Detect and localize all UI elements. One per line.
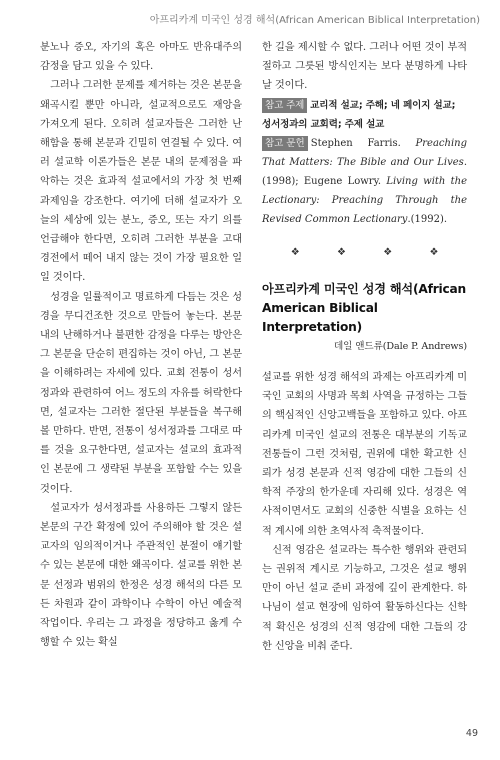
related-topics-tag: 참고 주제 — [262, 98, 307, 113]
references — [262, 134, 467, 229]
reference-title: Preaching That Matters: The Bible and Our Lives — [262, 137, 467, 168]
paragraph: 분노나 증오, 자기의 혹은 아마도 반유대주의 감정을 담고 있을 수 있다. — [40, 42, 242, 73]
reference-author: Stephen Farris. — [310, 137, 401, 149]
diamond-icon: ❖ — [290, 246, 300, 258]
running-title: 아프리카계 미국인 성경 해석(African American Biblical Interpretation) — [149, 15, 480, 26]
paragraph: 신적 영감은 설교라는 특수한 행위와 관련되는 권위적 계시로 기능하고, 그것은 설교 행위만이 아닌 설교 준비 과정에 깊이 관계한다. 하나님이 설교 현장에 임하여 활동하신다는 신학적 확신은 성경의 신적 영감에 대한 그들의 강한 신앙을 비춰 준다. — [262, 544, 467, 652]
reference-year: .(1992). — [407, 213, 448, 225]
paragraph: 설교를 위한 성경 해석의 과제는 아프리카계 미국인 교회의 사명과 목회 사역을 규정하는 그들의 핵심적인 신앙고백들을 포함하고 있다. 아프리카계 미국인 설교의 전통은 대부분의 기독교 전통들이 그런 것처럼, 권위에 대한 확고한 신뢰가 성경 본문과 신적 영감에 대한 그들의 신학적 주장의 한가운데 자리해 있다. 성경은 역사적이면서도 교회의 신중한 식별을 요하는 신적 계시에 의한 초역사적 축적물이다. — [262, 372, 467, 537]
related-topics-text: 교리적 설교; 주해; 네 페이지 설교; 성서정과의 교회력; 주제 설교 — [262, 99, 456, 130]
section-divider — [272, 243, 457, 262]
paragraph: 그러나 그러한 문제를 제거하는 것은 본문을 왜곡시킬 뿐만 아니라, 설교적으로도 재앙을 가져오게 된다. 오히려 설교자들은 그러한 난해함을 통해 본문과 긴밀히 연결될 수 있다. 여러 설교학 이론가들은 본문 내의 문제점을 파악하는 것은 효과적 설교에서의 가장 첫 번째 과제임을 강조한다. 여기에 더해 설교자가 오늘의 세상에 있는 분노, 증오, 또는 자기 의를 언급해야 한다면, 오히려 그러한 부분을 고대 경전에서 떼어 내지 않는 것이 가장 필요한 일일 것이다. — [40, 80, 242, 284]
paragraph: 한 길을 제시할 수 없다. 그러나 어떤 것이 부적절하고 그릇된 방식인지는 보다 분명하게 나타날 것이다. — [262, 42, 467, 92]
author-byline: 데일 앤드류(Dale P. Andrews) — [333, 340, 467, 352]
reference-year: .(1998); Eugene Lowry. — [262, 156, 467, 187]
related-topics — [262, 96, 467, 134]
left-column — [40, 38, 242, 653]
paragraph: 성경을 일률적이고 명료하게 다듬는 것은 성경을 무디건조한 것으로 만들어 놓는다. 본문 내의 난해하거나 불편한 감정을 다루는 방안은 그 본문을 단순히 편집하는 것이 아닌, 그 본문을 이해하려는 자세에 있다. 교회 전통이 성서정과와 관련하여 어느 정도의 자유를 허락한다면, 설교자는 그러한 절단된 부분들을 복구해 볼 만하다. 반면, 전통이 성서정과를 그대로 따를 것을 요구한다면, 설교자는 설교의 효과적인 본문에 그 생략된 부분을 포함할 수는 있을 것이다. — [40, 291, 242, 495]
page-number: 49 — [465, 728, 478, 739]
reference-title: Living with the Lectionary: Preaching Through the Revised Common Lectionary — [262, 175, 467, 225]
diamond-icon: ❖ — [336, 246, 346, 258]
diamond-icon: ❖ — [383, 246, 393, 258]
running-header — [0, 0, 500, 30]
paragraph: 설교자가 성서정과를 사용하든 그렇지 않든 본문의 구간 확정에 있어 주의해야 할 것은 설교자의 임의적이거나 주관적인 분절이 얘기할 수 있는 본문에 대한 왜곡이다. 설교를 위한 본문 선정과 범위의 한정은 성경 해석의 다른 모든 차원과 같이 과학이나 수학이 아닌 예술적 작업이다. 우리는 그 과정을 정당하고 옳게 수행할 수 있는 확실 — [40, 502, 242, 649]
section-title: 아프리카계 미국인 성경 해석(African American Biblical Interpretation) — [262, 281, 467, 334]
diamond-icon: ❖ — [429, 246, 439, 258]
right-column — [262, 38, 467, 656]
references-tag: 참고 문헌 — [262, 136, 308, 151]
